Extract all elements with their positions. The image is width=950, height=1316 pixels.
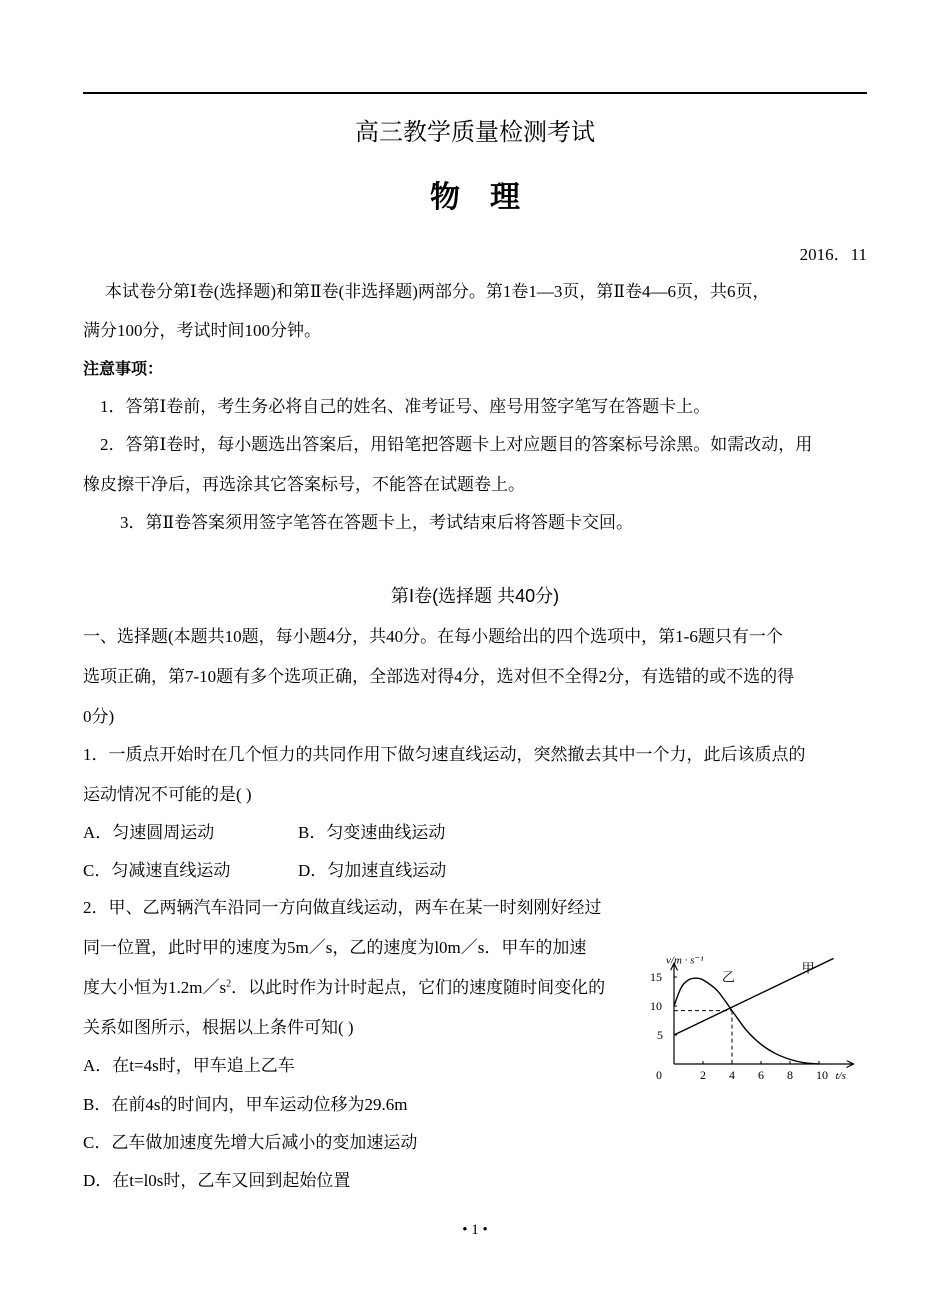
note-item-2-line-1: 2．答第Ⅰ卷时，每小题选出答案后，用铅笔把答题卡上对应题目的答案标号涂黑。如需改动，用 — [100, 435, 813, 454]
series-label-jia: 甲 — [801, 960, 815, 976]
q2-option-d: D．在t=l0s时，乙车又回到起始位置 — [83, 1171, 351, 1190]
x-tick-label: 8 — [787, 1068, 793, 1082]
x-tick-label: 0 — [656, 1068, 662, 1082]
intro-line-2: 满分100分，考试时间100分钟。 — [83, 321, 321, 340]
section-title: 第Ⅰ卷(选择题 共40分) — [390, 586, 560, 606]
exam-date: 2016．11 — [799, 245, 867, 264]
series-line-yi — [674, 978, 819, 1064]
section-instr-line-3: 0分) — [83, 707, 115, 726]
q2-stem-line-1: 2．甲、乙两辆汽车沿同一方向做直线运动，两车在某一时刻刚好经过 — [83, 898, 602, 917]
section-instr-line-2: 选项正确，第7-10题有多个选项正确，全部选对得4分，选对但不全得2分，有选错的或不选的得 — [83, 667, 795, 686]
x-tick-label: 4 — [729, 1068, 735, 1082]
x-tick-label: 2 — [700, 1068, 706, 1082]
x-tick-label: 6 — [758, 1068, 764, 1082]
q2-stem-line-4: 关系如图所示，根据以上条件可知( ) — [83, 1018, 354, 1037]
q2-option-c: C．乙车做加速度先增大后减小的变加速运动 — [83, 1133, 418, 1152]
section-instr-line-1: 一、选择题(本题共10题，每小题4分，共40分。在每小题给出的四个选项中，第1-6题只有一个 — [83, 627, 783, 646]
q1-option-a: A．匀速圆周运动 — [83, 823, 215, 842]
q2-stem-line-3: 度大小恒为$1.2m/s^2$．以此时作为计时起点，它们的速度随时间变化的 — [83, 978, 606, 997]
top-rule — [83, 92, 867, 94]
intro-line-1: 本试卷分第Ⅰ卷(选择题)和第Ⅱ卷(非选择题)两部分。第1卷1—3页，第Ⅱ卷4—6页，共6页， — [105, 282, 770, 301]
note-item-1: 1．答第Ⅰ卷前，考生务必将自己的姓名、准考证号、座号用签字笔写在答题卡上。 — [100, 397, 711, 416]
q1-option-d: D．匀加速直线运动 — [298, 861, 447, 880]
page-number: • 1 • — [462, 1222, 488, 1238]
y-tick-label: 10 — [650, 999, 662, 1013]
note-item-2-line-2: 橡皮擦干净后，再选涂其它答案标号，不能答在试题卷上。 — [83, 475, 525, 494]
notes-heading: 注意事项： — [83, 361, 164, 378]
y-tick-label: 5 — [657, 1028, 663, 1042]
q1-stem-line-2: 运动情况不可能的是( ) — [83, 785, 252, 804]
exam-title: 高三教学质量检测考试 — [355, 120, 595, 146]
x-axis-label: t/s — [835, 1070, 846, 1082]
velocity-time-graph — [645, 902, 875, 1088]
series-label-yi: 乙 — [721, 969, 735, 985]
q2-stem-line-2: 同一位置，此时甲的速度为5m／s，乙的速度为l0m／s．甲车的加速 — [83, 938, 587, 957]
q1-stem-line-1: 1．一质点开始时在几个恒力的共同作用下做匀速直线运动，突然撤去其中一个力，此后该质点的 — [83, 745, 806, 764]
x-tick-label: 10 — [816, 1068, 828, 1082]
note-item-3: 3．第Ⅱ卷答案须用签字笔答在答题卡上，考试结束后将答题卡交回。 — [120, 513, 634, 532]
q1-option-c: C．匀减速直线运动 — [83, 861, 231, 880]
q2-option-b: B．在前4s的时间内，甲车运动位移为29.6m — [83, 1095, 408, 1114]
y-axis-label: v/m · s⁻¹ — [666, 954, 704, 967]
q2-option-a: A．在t=4s时，甲车追上乙车 — [83, 1056, 295, 1075]
subject-title: 物理 — [430, 181, 550, 214]
q1-option-b: B．匀变速曲线运动 — [298, 823, 446, 842]
y-tick-label: 15 — [650, 970, 662, 984]
